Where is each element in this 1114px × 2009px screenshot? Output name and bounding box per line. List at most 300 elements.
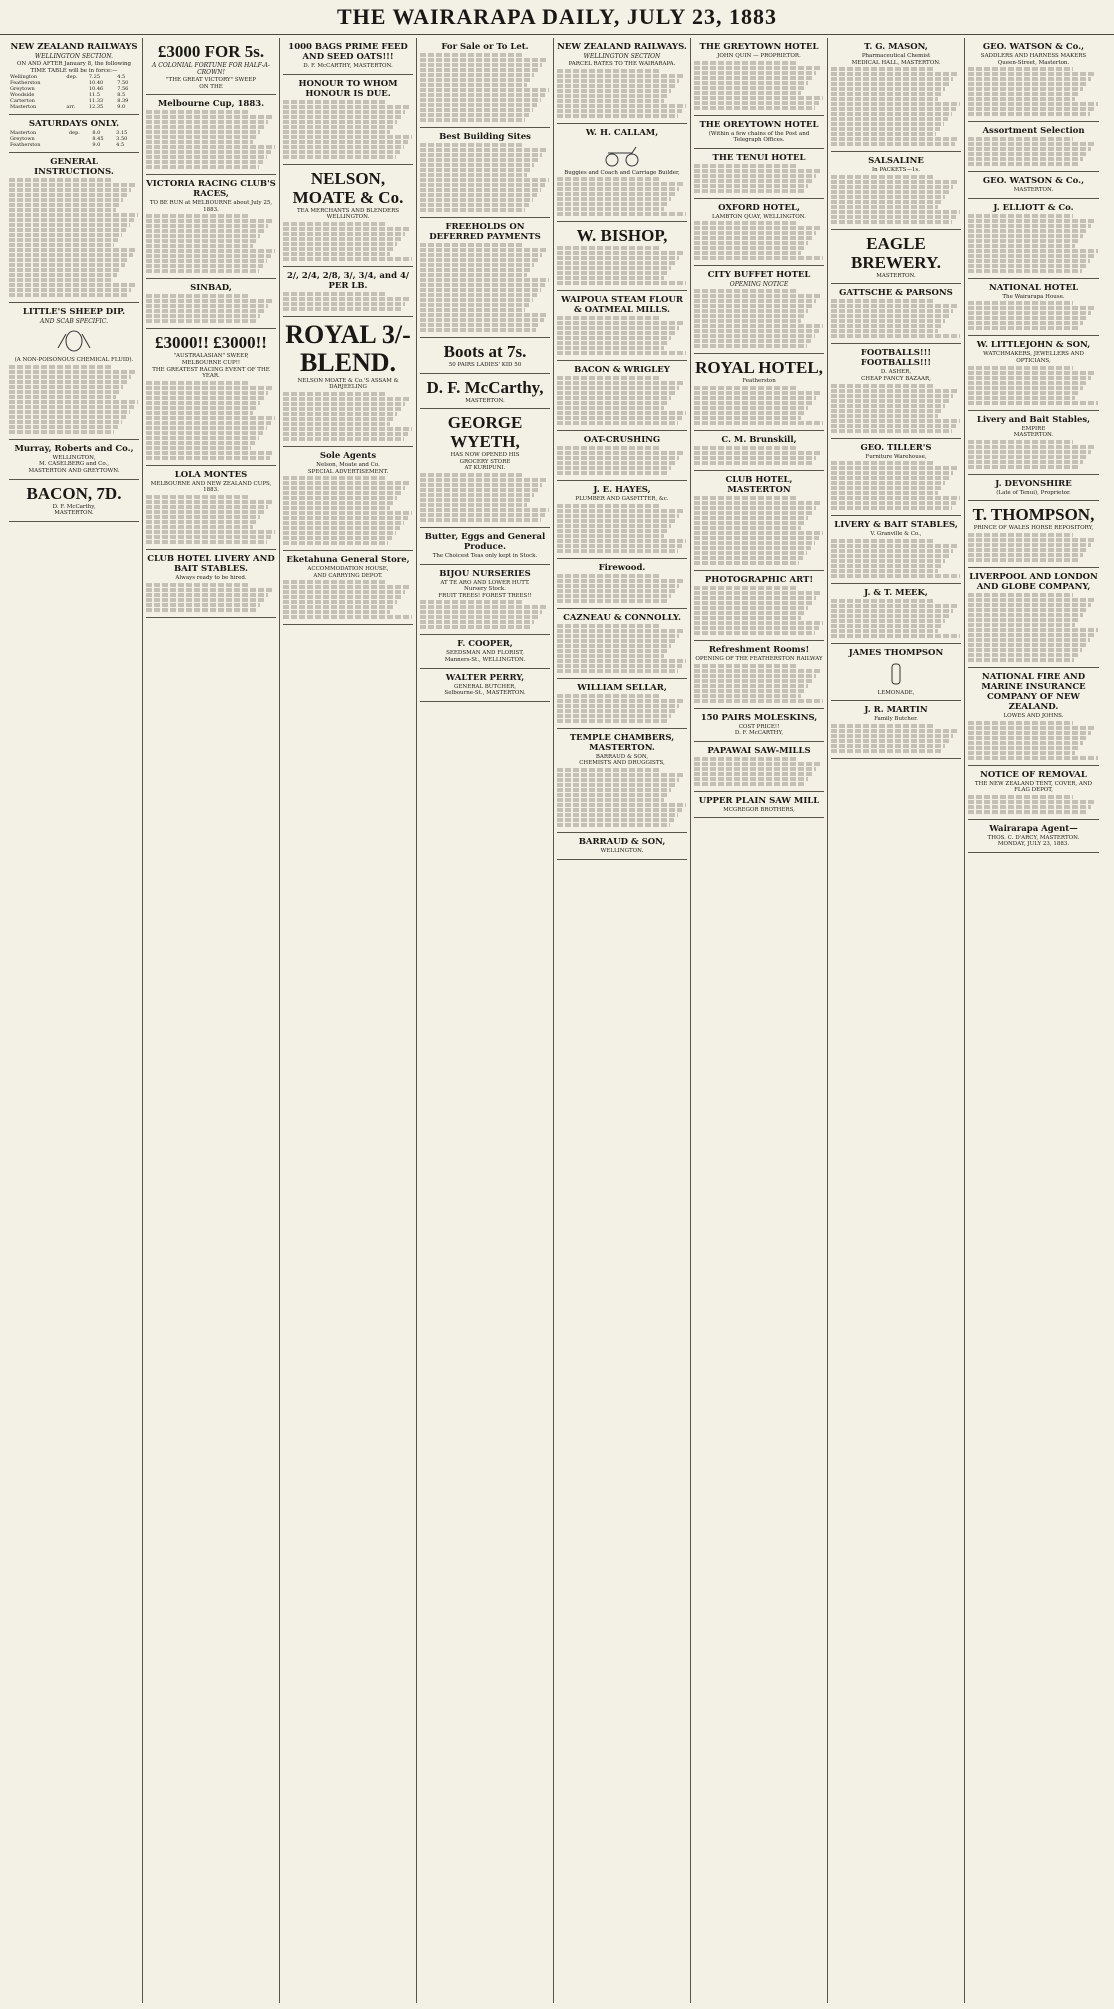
ad-title: 1000 BAGS PRIME FEED AND SEED OATS!!! (288, 42, 408, 62)
ad-title: Refreshment Rooms! (708, 644, 810, 655)
body-text-line (968, 234, 1083, 238)
ad-line: CHEAP FANCY BAZAAR, (861, 375, 931, 382)
body-text-line (557, 719, 668, 723)
body-text-line (968, 658, 1074, 662)
body-text-line (831, 624, 942, 628)
body-text-line (694, 531, 823, 535)
body-text-line (283, 247, 394, 251)
body-text-line (831, 175, 935, 179)
body-text-line (283, 422, 390, 426)
body-text-line (557, 639, 675, 643)
body-text-line (968, 321, 1083, 325)
body-text-line (146, 386, 272, 390)
body-text-line (968, 259, 1090, 263)
body-text-line (968, 638, 1090, 642)
body-text-line (420, 288, 541, 292)
body-text-line (283, 427, 412, 431)
body-text-line (831, 744, 945, 748)
body-text-line (146, 115, 272, 119)
body-text-line (283, 590, 405, 594)
body-text-line (9, 283, 135, 287)
body-text-line (968, 239, 1079, 243)
body-text-line (420, 178, 549, 182)
ad-line: In PACKETS—1s. (872, 167, 920, 174)
timetable-cell: Masterton (10, 104, 37, 111)
body-text-line (831, 132, 936, 136)
body-text-line (968, 756, 1098, 760)
ad-line: "THE GREAT VICTORY" SWEEP (166, 77, 256, 83)
body-text-line (694, 91, 801, 95)
body-text-line (146, 525, 253, 529)
body-text-line (146, 401, 260, 405)
body-text-line (283, 585, 409, 589)
body-text-line (146, 214, 250, 218)
body-text-line (420, 263, 534, 267)
ad-title: J. R. MARTIN (864, 705, 928, 716)
body-text-line (831, 127, 940, 131)
ad-title: T. THOMPSON, (972, 505, 1095, 525)
advertisement (831, 230, 961, 285)
ad-title: NELSON, MOATE & Co. (292, 168, 404, 207)
body-text-line (968, 244, 1075, 248)
advertisement (420, 409, 550, 528)
body-text-line (968, 82, 1087, 86)
body-text-line (694, 299, 816, 303)
body-text-line (420, 98, 541, 102)
body-text-line (420, 168, 531, 172)
ad-title: CITY BUFFET HOTEL (707, 270, 811, 281)
timetable-cell: dep. (68, 130, 80, 137)
body-text-line (968, 326, 1079, 330)
body-text-line (283, 531, 396, 535)
body-text-line (283, 541, 388, 545)
body-text-line (283, 501, 394, 505)
ad-title: THE TENUI HOTEL (712, 152, 806, 163)
buggy-icon (602, 141, 642, 167)
body-text-line (694, 329, 819, 333)
body-text-line (146, 510, 264, 514)
ad-title: PHOTOGRAPHIC ART! (704, 574, 814, 585)
body-text-line (831, 569, 938, 573)
body-text-line (420, 318, 544, 322)
body-text-line (694, 664, 798, 668)
body-text-line (420, 148, 546, 152)
ad-title: SINBAD, (190, 283, 232, 294)
body-text-line (694, 456, 816, 460)
body-text-line (694, 71, 816, 75)
body-text-line (694, 506, 816, 510)
body-text-line (694, 309, 808, 313)
body-text-line (146, 294, 250, 298)
body-text-line (146, 456, 270, 460)
advertisement (9, 440, 139, 480)
body-text-line (557, 396, 671, 400)
body-text-line (694, 289, 798, 293)
body-text-line (831, 419, 960, 423)
body-text-line (420, 473, 524, 477)
ad-title: GATTSCHE & PARSONS (839, 288, 953, 299)
advertisement (9, 303, 139, 440)
body-text-line (557, 514, 679, 518)
body-text-line (283, 237, 401, 241)
advertisement (694, 742, 824, 792)
body-text-line (557, 818, 674, 822)
body-text-line (694, 221, 798, 225)
body-text-line (694, 294, 820, 298)
body-text-line (420, 173, 527, 177)
body-text-line (968, 224, 1091, 228)
timetable-cell: dep. (66, 74, 78, 81)
body-text-line (420, 503, 527, 507)
body-text-line (9, 233, 122, 237)
ad-title: FREEHOLDS ON DEFERRED PAYMENTS (429, 222, 541, 242)
ad-line: SEEDSMAN AND FLORIST, (446, 650, 524, 657)
body-text-line (831, 486, 942, 490)
body-text-line (146, 540, 267, 544)
body-text-line (694, 699, 823, 703)
body-text-line (968, 533, 1073, 537)
body-text-line (420, 143, 524, 147)
body-text-line (9, 203, 120, 207)
body-text-line (9, 273, 117, 277)
body-text-line (9, 415, 126, 419)
body-text-line (694, 586, 798, 590)
body-text-line (831, 329, 938, 333)
body-text-line (968, 548, 1087, 552)
body-text-line (146, 421, 271, 425)
body-text-line (968, 465, 1079, 469)
ad-title: J. DEVONSHIRE (995, 478, 1072, 489)
body-text-line (694, 541, 815, 545)
body-text-line (694, 251, 801, 255)
body-text-line (694, 777, 808, 781)
body-text-line (283, 506, 390, 510)
ad-line: D. F. McCarthy, (52, 503, 96, 510)
ad-line: MONDAY, JULY 23, 1883. (997, 841, 1070, 848)
body-text-line (557, 406, 664, 410)
ad-title: WILLIAM SELLAR, (577, 682, 667, 693)
body-text-line (283, 120, 397, 124)
body-text-line (146, 304, 268, 308)
body-text-line (283, 600, 397, 604)
body-text-line (968, 460, 1083, 464)
body-text-line (283, 580, 387, 584)
ad-title: Assortment Selection (982, 126, 1085, 137)
body-text-line (694, 601, 812, 605)
body-text-line (557, 549, 678, 553)
timetable-cell: 10.40 (88, 80, 104, 87)
body-text-line (557, 451, 683, 455)
body-text-line (831, 424, 956, 428)
body-text-line (968, 795, 1073, 799)
body-text-line (420, 198, 533, 202)
body-text-line (831, 112, 952, 116)
body-text-line (694, 521, 805, 525)
body-text-line (831, 389, 957, 393)
ad-line: (Late of Tenui), Proprietor. (996, 489, 1071, 496)
body-text-line (557, 699, 683, 703)
body-text-line (9, 420, 122, 424)
body-text-line (968, 653, 1078, 657)
body-text-line (420, 323, 540, 327)
body-text-line (968, 311, 1091, 315)
timetable-cell: 9.0 (117, 104, 126, 111)
advertisement (283, 267, 413, 317)
body-text-line (968, 376, 1091, 380)
body-text-line (283, 222, 387, 226)
ad-title: CAZNEAU & CONNOLLY. (563, 612, 681, 623)
body-text-line (283, 437, 404, 441)
body-text-line (146, 140, 253, 144)
body-text-line (694, 169, 820, 173)
body-text-line (9, 288, 131, 292)
advertisement (694, 199, 824, 267)
body-text-line (420, 498, 531, 502)
ad-title: LIVERPOOL AND LONDON AND GLOBE COMPANY, (969, 571, 1098, 592)
body-text-line (694, 501, 820, 505)
body-text-line (146, 145, 275, 149)
body-text-line (831, 476, 949, 480)
body-text-line (557, 114, 678, 118)
body-text-line (694, 511, 812, 515)
ad-title: NOTICE OF REMOVAL (980, 769, 1087, 780)
timetable-row (9, 104, 139, 110)
body-text-line (9, 410, 130, 414)
body-text-line (557, 539, 686, 543)
advertisement (694, 471, 824, 571)
body-text-line (420, 108, 533, 112)
body-text-line (9, 198, 123, 202)
body-text-line (694, 762, 820, 766)
body-text-line (694, 61, 798, 65)
timetable-cell: Featherston (10, 80, 41, 87)
advertisement (968, 199, 1099, 279)
advertisement (9, 153, 139, 303)
body-text-line (694, 319, 801, 323)
body-text-line (557, 808, 682, 812)
ad-subtitle: WELLINGTON SECTION (583, 53, 661, 60)
body-text-line (283, 511, 412, 515)
body-text-line (557, 574, 661, 578)
ad-line: AT KURIPUNI. (464, 465, 506, 472)
body-text-line (9, 248, 136, 252)
body-text-line (420, 118, 525, 122)
body-text-line (694, 391, 820, 395)
body-text-line (968, 440, 1073, 444)
body-text-line (694, 401, 812, 405)
timetable-cell: arr. (66, 104, 76, 111)
body-text-line (420, 63, 542, 67)
body-text-line (9, 243, 114, 247)
timetable-cell (68, 142, 91, 148)
timetable-cell: 11.5 (88, 92, 101, 99)
ad-line: V. Granville & Co., (870, 531, 922, 538)
body-text-line (694, 164, 798, 168)
body-text-line (694, 101, 819, 105)
body-text-line (694, 386, 798, 390)
ad-subtitle: OPENING NOTICE (729, 281, 789, 289)
body-text-line (557, 177, 661, 181)
advertisement (694, 116, 824, 149)
body-text-line (283, 610, 390, 614)
ad-line: GENERAL BUTCHER, (453, 683, 516, 690)
timetable-cell: 8.45 (92, 136, 104, 143)
advertisement (9, 38, 139, 115)
advertisement (694, 431, 824, 471)
advertisement (831, 439, 961, 517)
body-text-line (968, 142, 1095, 146)
ad-line: Selbourne-St., MASTERTON. (444, 690, 526, 697)
ad-title: JAMES THOMPSON (848, 647, 944, 658)
body-text-line (557, 471, 668, 475)
body-text-line (283, 412, 397, 416)
body-text-line (557, 94, 668, 98)
ad-line: WATCHMAKERS, JEWELLERS AND OPTICIANS, (983, 351, 1084, 364)
body-text-line (9, 278, 113, 282)
timetable (9, 130, 139, 148)
timetable-cell: 8.0 (92, 130, 101, 137)
body-text-line (283, 125, 394, 129)
body-text-line (557, 391, 675, 395)
advertisement (968, 411, 1099, 475)
body-text-line (968, 558, 1079, 562)
advertisement (420, 374, 550, 410)
ad-line: MEDICAL HALL, MASTERTON. (851, 59, 941, 66)
body-text-line (283, 145, 404, 149)
body-text-line (557, 386, 679, 390)
body-text-line (420, 508, 549, 512)
body-text-line (557, 256, 679, 260)
body-text-line (420, 53, 524, 57)
body-text-line (420, 278, 549, 282)
body-text-line (694, 767, 816, 771)
body-text-line (146, 314, 260, 318)
body-text-line (694, 314, 805, 318)
body-text-line (146, 515, 260, 519)
body-text-line (9, 380, 127, 384)
body-text-line (831, 185, 953, 189)
body-text-line (146, 451, 273, 455)
body-text-line (146, 319, 257, 323)
body-text-line (557, 709, 675, 713)
body-text-line (831, 409, 942, 413)
ad-line: HAS NOW OPENED HIS (450, 452, 520, 459)
bottle-icon (876, 661, 916, 687)
body-text-line (968, 391, 1079, 395)
advertisement (968, 766, 1099, 820)
body-text-line (557, 421, 678, 425)
advertisement (557, 291, 687, 361)
body-text-line (968, 301, 1073, 305)
body-text-line (9, 238, 118, 242)
body-text-line (146, 239, 257, 243)
body-text-line (694, 679, 812, 683)
timetable-cell: Greytown (10, 136, 35, 143)
body-text-line (694, 772, 812, 776)
body-text-line (420, 488, 538, 492)
body-text-line (9, 385, 123, 389)
ad-line: The Choicest Teas only kept in Stock. (432, 552, 538, 559)
body-text-line (146, 309, 264, 313)
advertisement (831, 152, 961, 230)
advertisement (420, 669, 550, 702)
body-text-line (283, 407, 401, 411)
body-text-line (557, 778, 679, 782)
ad-title: 150 PAIRS MOLESKINS, (700, 712, 818, 723)
body-text-line (968, 643, 1086, 647)
advertisement (694, 354, 824, 431)
body-text-line (557, 251, 683, 255)
body-text-line (557, 624, 661, 628)
masthead-title: THE WAIRARAPA DAILY, JULY 23, 1883 (336, 4, 778, 29)
body-text-line (420, 83, 527, 87)
body-text-line (557, 109, 682, 113)
body-text-line (283, 516, 408, 520)
column-grid (6, 38, 1108, 2003)
body-text-line (146, 593, 268, 597)
body-text-line (283, 232, 405, 236)
ad-line: Always ready to be hired. (175, 574, 247, 581)
body-text-line (557, 271, 668, 275)
body-text-line (694, 561, 799, 565)
body-text-line (831, 634, 960, 638)
body-text-line (968, 751, 1075, 755)
body-text-line (557, 69, 661, 73)
body-text-line (694, 516, 808, 520)
advertisement (831, 516, 961, 584)
ad-title: SALSALINE (868, 156, 924, 167)
body-text-line (557, 644, 671, 648)
body-text-line (694, 81, 808, 85)
body-text-line (9, 400, 138, 404)
ad-title: T. G. MASON, (864, 42, 928, 52)
body-text-line (146, 530, 275, 534)
body-text-line (146, 588, 272, 592)
body-text-line (831, 429, 952, 433)
ad-title: CLUB HOTEL, MASTERTON (725, 474, 793, 495)
body-text-line (968, 543, 1091, 547)
advertisement (831, 644, 961, 702)
body-text-line (420, 163, 534, 167)
body-text-line (557, 266, 671, 270)
body-text-line (420, 625, 531, 629)
body-text-line (694, 411, 805, 415)
body-text-line (694, 396, 816, 400)
body-text-line (968, 726, 1095, 730)
body-text-line (968, 97, 1075, 101)
body-text-line (557, 788, 671, 792)
ad-line: Family Butcher. (874, 716, 918, 723)
ad-line: PARCEL RATES TO THE WAIRARAPA. (568, 61, 676, 67)
advertisement (968, 668, 1099, 766)
body-text-line (694, 406, 808, 410)
body-text-line (146, 110, 250, 114)
body-text-line (283, 392, 387, 396)
body-text-line (831, 107, 956, 111)
ad-line: Furniture Warehouse, (865, 453, 927, 460)
body-text-line (146, 608, 257, 612)
body-text-line (557, 89, 671, 93)
body-text-line (968, 746, 1079, 750)
body-text-line (9, 430, 114, 434)
body-text-line (557, 104, 686, 108)
body-text-line (9, 263, 125, 267)
body-text-line (420, 615, 538, 619)
body-text-line (146, 583, 250, 587)
ad-line: MASTERTON. (1013, 187, 1054, 194)
body-text-line (557, 207, 664, 211)
body-text-line (557, 212, 686, 216)
